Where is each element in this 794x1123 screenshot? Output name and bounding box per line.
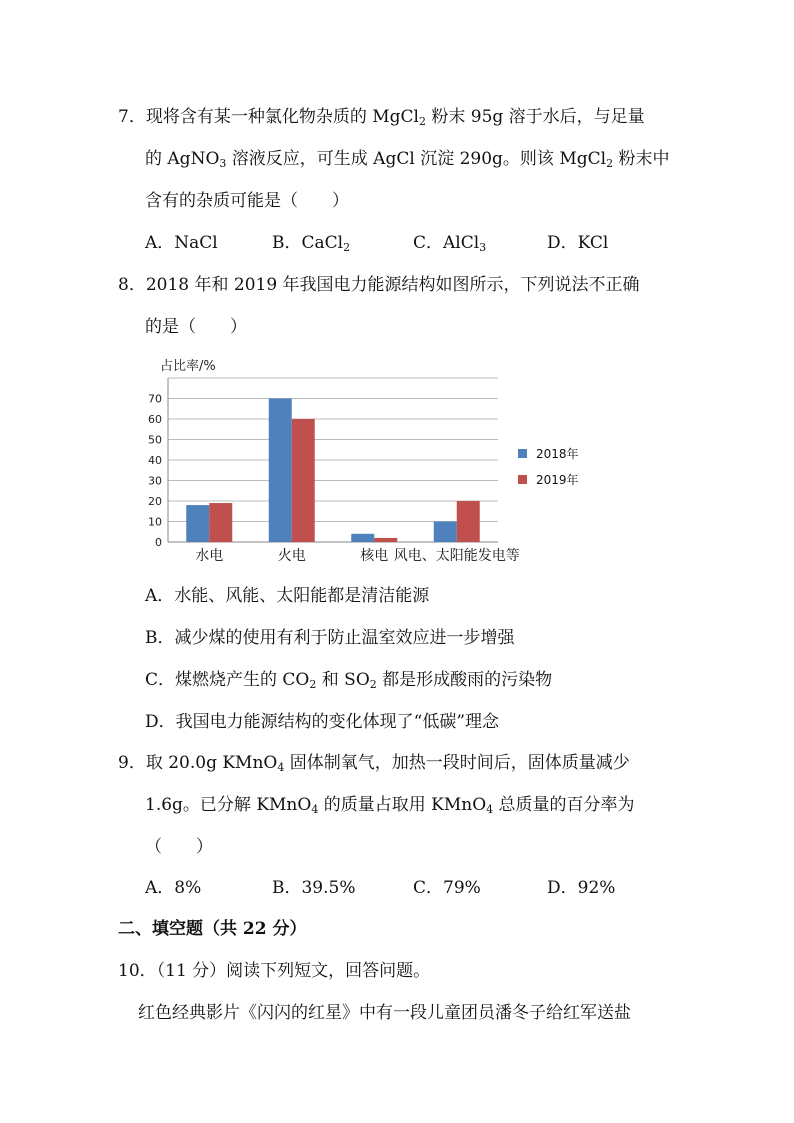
y-tick-30: 30: [148, 474, 162, 488]
q8-line1: 8．2018 年和 2019 年我国电力能源结构如图所示，下列说法不正确: [118, 275, 640, 295]
chart-categories: [195, 547, 520, 564]
q7-text-2: 粉末 95g 溶于水后，与足量: [425, 107, 645, 127]
q9-text-1: 9．取 20.0g KMnO: [118, 753, 278, 773]
q7-line3: 含有的杂质可能是（ ）: [145, 191, 349, 211]
y-tick-10: 10: [148, 515, 162, 529]
q9-option-a[interactable]: A．8%: [145, 878, 202, 898]
bar-2018年-核电: [351, 534, 374, 542]
q8-option-c-text-1: C．煤燃烧产生的 CO: [145, 670, 310, 690]
legend-swatch-1: [518, 475, 527, 484]
category-label-0: 水电: [195, 548, 224, 564]
q7-option-a[interactable]: A．NaCl: [145, 233, 218, 253]
y-tick-70: 70: [148, 392, 162, 406]
q9-sub-1: 4: [277, 761, 285, 774]
y-tick-20: 20: [148, 495, 162, 508]
y-tick-0: 0: [155, 536, 162, 549]
q10-line1: 10．（11 分）阅读下列短文，回答问题。: [118, 961, 431, 981]
q7-option-b[interactable]: [272, 232, 350, 254]
y-tick-60: 60: [148, 413, 162, 426]
q7-sub-1: 2: [418, 115, 426, 128]
q8-option-d[interactable]: D．我国电力能源结构的变化体现了“低碳”理念: [145, 712, 500, 732]
q7-sub-3: 2: [606, 157, 614, 170]
bar-2019年-风电、太阳能发电等: [457, 501, 480, 542]
bar-2019年-水电: [209, 503, 232, 542]
q7-text-3: 的 AgNO: [145, 149, 220, 169]
q9-option-b[interactable]: B．39.5%: [272, 878, 356, 898]
q9-line1: [118, 752, 630, 774]
bar-2018年-水电: [186, 505, 209, 542]
q7-option-c-text: C．AlCl: [413, 233, 480, 253]
q9-sub-3: 4: [486, 803, 494, 816]
category-label-2: 核电: [360, 548, 389, 564]
q8-option-c-sub-1: 2: [309, 678, 317, 691]
q7-option-d[interactable]: D．KCl: [547, 233, 609, 253]
q7-sub-2: 3: [219, 157, 227, 170]
q8-option-a[interactable]: A．水能、风能、太阳能都是清洁能源: [145, 586, 430, 606]
q7-option-b-sub: 2: [343, 241, 351, 254]
energy-structure-chart: [140, 350, 580, 570]
q7-line2: [145, 148, 669, 170]
q8-option-c-text-3: 都是形成酸雨的污染物: [376, 670, 553, 690]
y-tick-50: 50: [148, 433, 162, 447]
category-label-1: 火电: [277, 548, 306, 564]
legend-swatch-0: [518, 449, 527, 458]
q7-text-4: 溶液反应，可生成 AgCl 沉淀 290g。则该 MgCl: [226, 149, 607, 169]
q10-line2: 红色经典影片《闪闪的红星》中有一段儿童团员潘冬子给红军送盐: [138, 1003, 631, 1023]
q7-text-1: 7．现将含有某一种氯化物杂质的 MgCl: [118, 107, 419, 127]
q8-line2: 的是（ ）: [145, 317, 247, 337]
y-tick-40: 40: [148, 454, 162, 467]
category-label-3: 风电、太阳能发电等: [393, 548, 520, 564]
q7-text-5: 粉末中: [613, 149, 670, 169]
q9-text-4: 的质量占取用 KMnO: [318, 795, 487, 815]
chart-ylabel: 占比率/%: [160, 359, 216, 374]
q9-text-5: 总质量的百分率为: [493, 795, 635, 815]
q9-sub-2: 4: [311, 803, 319, 816]
q7-option-c[interactable]: [413, 232, 486, 254]
section-heading: 二、填空题（共 22 分）: [118, 919, 307, 939]
q7-option-b-text: B．CaCl: [272, 233, 344, 253]
bar-2019年-核电: [374, 538, 397, 542]
legend-label-1: 2019年: [536, 473, 579, 487]
q8-option-c-sub-2: 2: [369, 678, 377, 691]
q9-line2: [145, 794, 635, 816]
q8-option-c[interactable]: [145, 669, 552, 691]
bar-2018年-风电、太阳能发电等: [434, 522, 457, 543]
legend-label-0: 2018年: [536, 447, 579, 461]
q9-text-3: 1.6g。已分解 KMnO: [145, 795, 312, 815]
q8-option-c-text-2: 和 SO: [316, 670, 370, 690]
q9-option-c[interactable]: C．79%: [413, 878, 481, 898]
chart-bars: [186, 399, 480, 543]
q7-option-c-sub: 3: [479, 241, 487, 254]
bar-2019年-火电: [292, 419, 315, 542]
chart-legend: [518, 446, 579, 487]
q8-option-b[interactable]: B．减少煤的使用有利于防止温室效应进一步增强: [145, 628, 515, 648]
bar-2018年-火电: [269, 399, 292, 543]
q9-text-2: 固体制氧气，加热一段时间后，固体质量减少: [284, 753, 630, 773]
q9-line3: （ ）: [145, 837, 213, 857]
q9-option-d[interactable]: D．92%: [547, 878, 616, 898]
q7-line1: [118, 106, 645, 128]
